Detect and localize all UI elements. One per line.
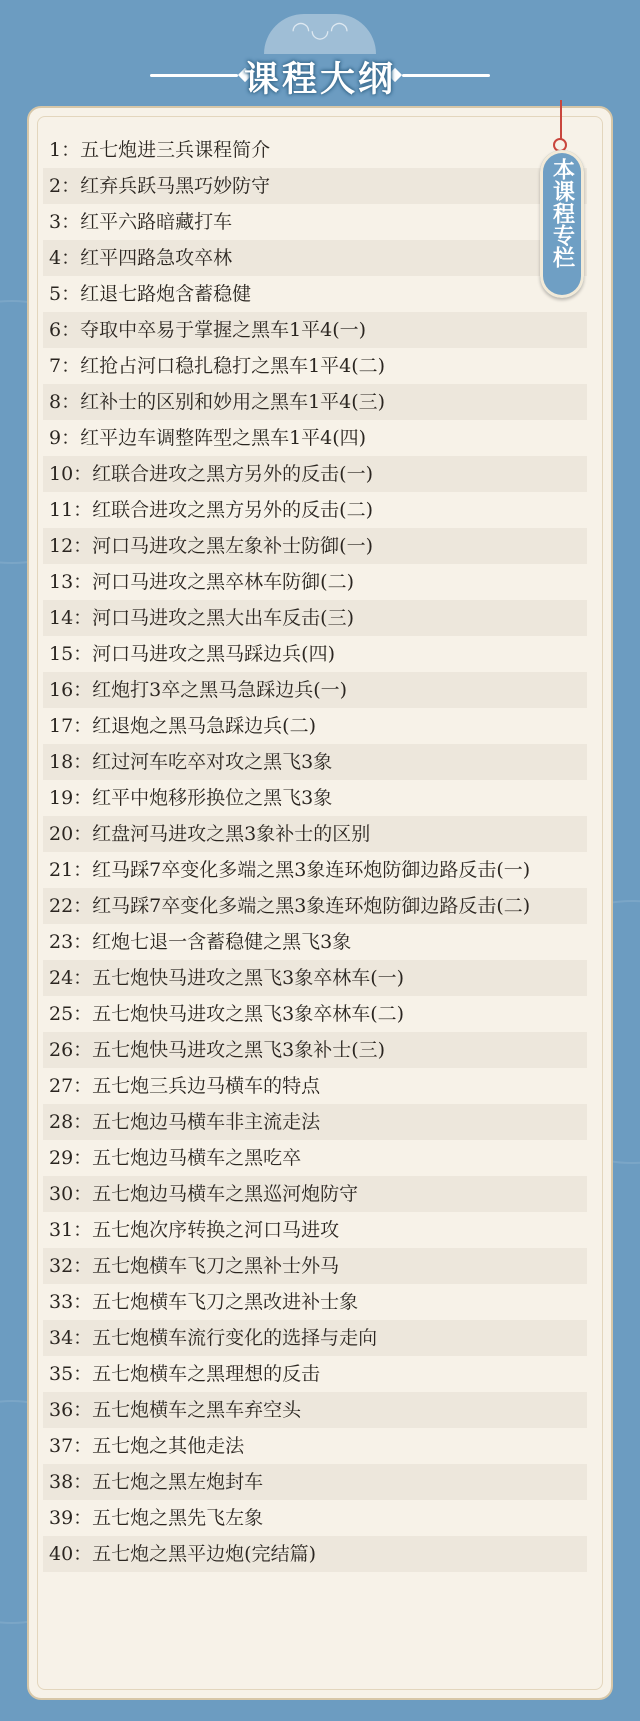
outline-item: 38：五七炮之黑左炮封车 — [43, 1464, 587, 1500]
column-tag — [540, 150, 584, 298]
outline-item: 27：五七炮三兵边马横车的特点 — [49, 1075, 321, 1097]
column-tag-label: 本课程专栏 — [549, 158, 575, 268]
outline-item: 9：红平边车调整阵型之黑车1平4(四) — [49, 427, 367, 449]
outline-item: 28：五七炮边马横车非主流走法 — [43, 1104, 587, 1140]
outline-item: 32：五七炮横车飞刀之黑补士外马 — [43, 1248, 587, 1284]
outline-item: 4：红平四路急攻卒林 — [43, 240, 587, 276]
outline-item: 6：夺取中卒易于掌握之黑车1平4(一) — [43, 312, 587, 348]
outline-item: 29：五七炮边马横车之黑吃卒 — [49, 1147, 302, 1169]
outline-item: 23：红炮七退一含蓄稳健之黑飞3象 — [49, 931, 352, 953]
outline-item: 12：河口马进攻之黑左象补士防御(一) — [43, 528, 587, 564]
header — [0, 0, 640, 108]
outline-item: 30：五七炮边马横车之黑巡河炮防守 — [43, 1176, 587, 1212]
outline-item: 13：河口马进攻之黑卒林车防御(二) — [49, 571, 355, 593]
outline-item: 2：红弃兵跃马黑巧妙防守 — [43, 168, 587, 204]
outline-item: 34：五七炮横车流行变化的选择与走向 — [43, 1320, 587, 1356]
outline-item: 8：红补士的区别和妙用之黑车1平4(三) — [43, 384, 587, 420]
outline-item: 37：五七炮之其他走法 — [49, 1435, 245, 1457]
outline-item: 14：河口马进攻之黑大出车反击(三) — [43, 600, 587, 636]
outline-card — [27, 106, 613, 1700]
outline-item: 24：五七炮快马进攻之黑飞3象卒林车(一) — [43, 960, 587, 996]
outline-item: 11：红联合进攻之黑方另外的反击(二) — [49, 499, 374, 521]
outline-item: 39：五七炮之黑先飞左象 — [49, 1507, 264, 1529]
outline-item: 21：红马踩7卒变化多端之黑3象连环炮防御边路反击(一) — [49, 859, 531, 881]
outline-item: 33：五七炮横车飞刀之黑改进补士象 — [49, 1291, 359, 1313]
seal-glyph-icon: ◠◡◠ — [291, 18, 349, 43]
outline-item: 1：五七炮进三兵课程简介 — [49, 139, 271, 161]
outline-item: 18：红过河车吃卒对攻之黑飞3象 — [43, 744, 587, 780]
seal-emblem-icon — [264, 14, 376, 54]
outline-item: 31：五七炮次序转换之河口马进攻 — [49, 1219, 340, 1241]
outline-item: 22：红马踩7卒变化多端之黑3象连环炮防御边路反击(二) — [43, 888, 587, 924]
outline-item: 10：红联合进攻之黑方另外的反击(一) — [43, 456, 587, 492]
outline-item: 7：红抢占河口稳扎稳打之黑车1平4(二) — [49, 355, 386, 377]
outline-item: 19：红平中炮移形换位之黑飞3象 — [49, 787, 333, 809]
outline-item: 26：五七炮快马进攻之黑飞3象补士(三) — [43, 1032, 587, 1068]
page-title: 课程大纲 — [243, 60, 396, 100]
outline-item: 16：红炮打3卒之黑马急踩边兵(一) — [43, 672, 587, 708]
outline-item: 25：五七炮快马进攻之黑飞3象卒林车(二) — [49, 1003, 405, 1025]
outline-item: 36：五七炮横车之黑车弃空头 — [43, 1392, 587, 1428]
outline-item: 15：河口马进攻之黑马踩边兵(四) — [49, 643, 336, 665]
outline-item: 17：红退炮之黑马急踩边兵(二) — [49, 715, 317, 737]
outline-item: 20：红盘河马进攻之黑3象补士的区别 — [43, 816, 587, 852]
outline-item: 40：五七炮之黑平边炮(完结篇) — [43, 1536, 587, 1572]
outline-item: 5：红退七路炮含蓄稳健 — [49, 283, 252, 305]
outline-item: 35：五七炮横车之黑理想的反击 — [49, 1363, 321, 1385]
outline-list — [43, 132, 587, 1572]
outline-item: 3：红平六路暗藏打车 — [49, 211, 233, 233]
